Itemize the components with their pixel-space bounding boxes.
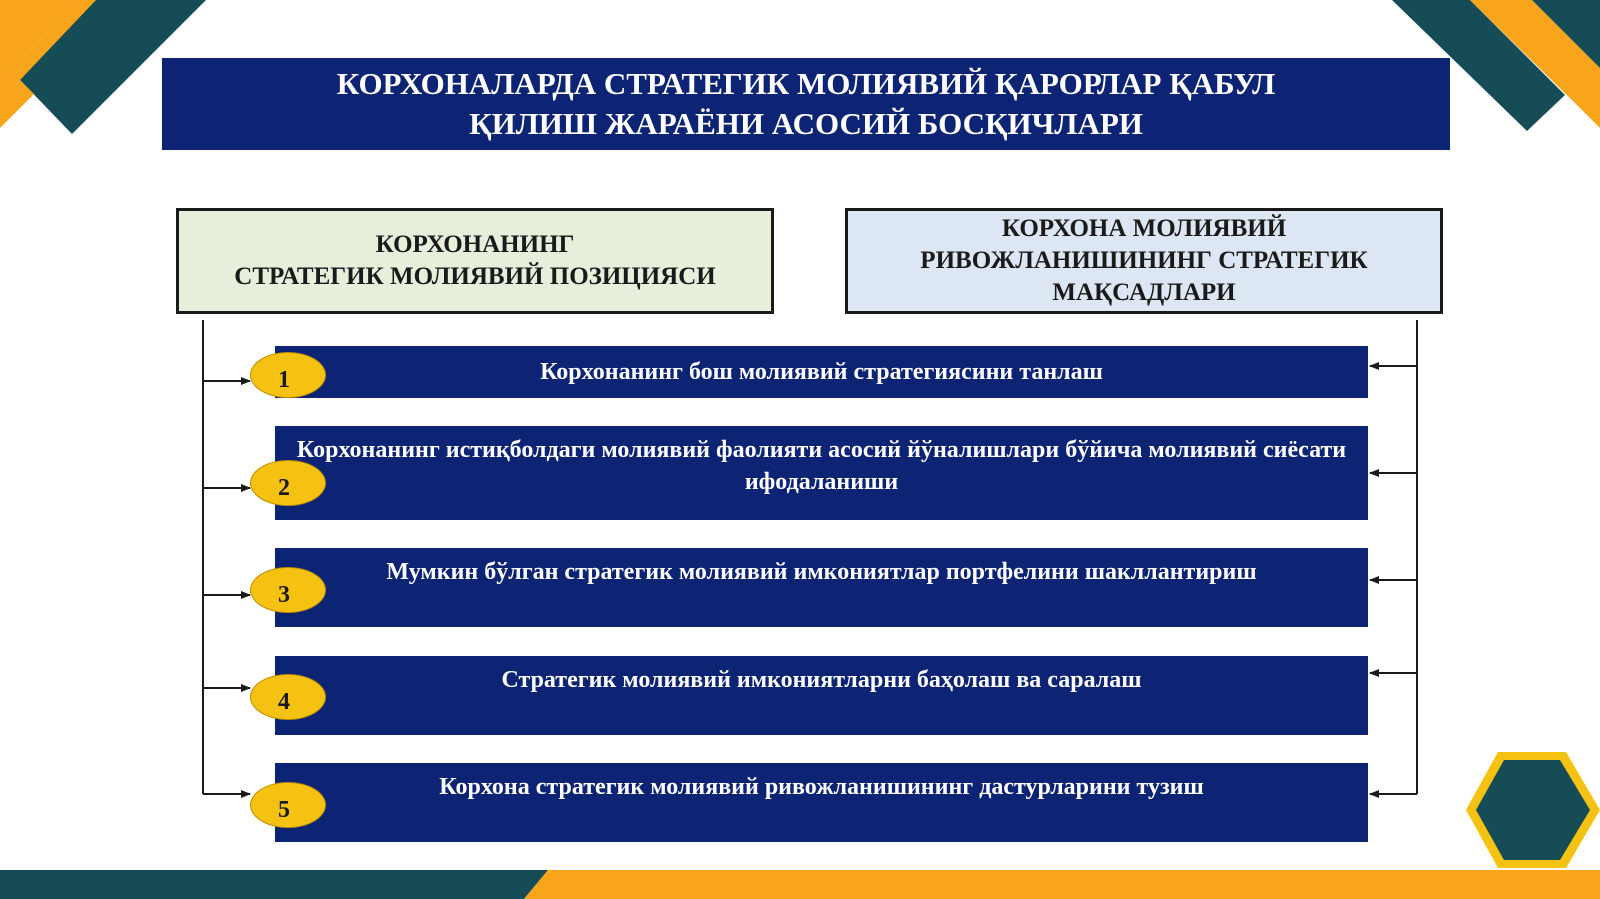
title-line-1: КОРХОНАЛАРДА СТРАТЕГИК МОЛИЯВИЙ ҚАРОРЛАР ҚАБУЛ [336, 66, 1276, 101]
strategic-position-line-2: СТРАТЕГИК МОЛИЯВИЙ ПОЗИЦИЯСИ [234, 263, 716, 290]
step-3-number-badge: 3 [250, 567, 326, 613]
step-2-label: Корхонанинг истиқболдаги молиявий фаолияти асосий йўналишлари бўйича молиявий сиёсати ифодаланиши [296, 437, 1347, 495]
step-4-label: Стратегик молиявий имкониятларни баҳолаш ва саралаш [501, 667, 1142, 693]
step-1-box [275, 346, 1368, 398]
step-1-number-badge: 1 [250, 352, 326, 398]
step-4-number-badge: 4 [250, 674, 326, 720]
strategic-goals-line-2: РИВОЖЛАНИШИНИНГ СТРАТЕГИК [920, 247, 1368, 274]
step-5-box [275, 763, 1368, 842]
step-1-label: Корхонанинг бош молиявий стратегиясини танлаш [540, 359, 1103, 385]
strategic-goals-line-3: МАҚСАДЛАРИ [1052, 279, 1236, 306]
title-line-2: ҚИЛИШ ЖАРАЁНИ АСОСИЙ БОСҚИЧЛАРИ [469, 106, 1143, 141]
step-5-number-badge: 5 [250, 782, 326, 828]
strategic-position-line-1: КОРХОНАНИНГ [375, 231, 575, 258]
step-5-label: Корхона стратегик молиявий ривожланишининг дастурларини тузиш [439, 774, 1204, 800]
step-2-box [275, 426, 1368, 520]
step-2-number-badge: 2 [250, 460, 326, 506]
step-4-box [275, 656, 1368, 735]
step-3-box [275, 548, 1368, 627]
strategic-goals-line-1: КОРХОНА МОЛИЯВИЙ [1001, 215, 1287, 242]
step-3-label: Мумкин бўлган стратегик молиявий имкониятлар портфелини шакллантириш [386, 559, 1257, 585]
